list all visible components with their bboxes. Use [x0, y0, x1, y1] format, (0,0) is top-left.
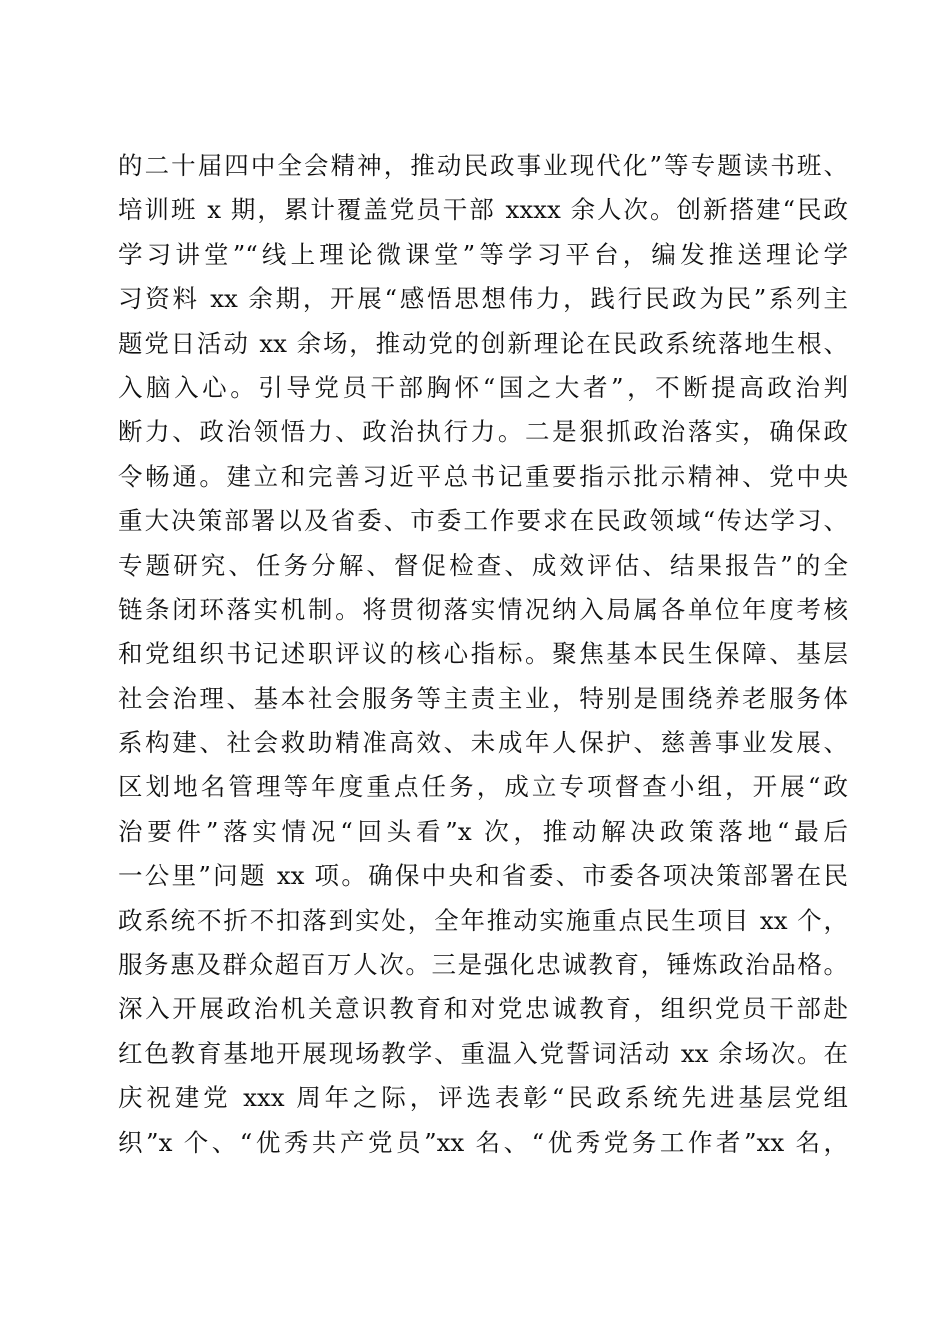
text-line: 培训班 x 期，累计覆盖党员干部 xxxx 余人次。创新搭建“民政 — [118, 195, 848, 225]
text-line: 断力、政治领悟力、政治执行力。二是狠抓政治落实，确保政 — [118, 417, 848, 447]
text-line: 红色教育基地开展现场教学、重温入党誓词活动 xx 余场次。在 — [118, 1038, 848, 1068]
text-line: 一公里”问题 xx 项。确保中央和省委、市委各项决策部署在民 — [118, 861, 848, 891]
text-line: 区划地名管理等年度重点任务，成立专项督查小组，开展“政 — [118, 772, 848, 802]
text-line: 链条闭环落实机制。将贯彻落实情况纳入局属各单位年度考核 — [118, 594, 848, 624]
text-line: 社会治理、基本社会服务等主责主业，特别是围绕养老服务体 — [118, 683, 848, 713]
text-line: 织”x 个、“优秀共产党员”xx 名、“优秀党务工作者”xx 名， — [118, 1127, 848, 1157]
text-line: 令畅通。建立和完善习近平总书记重要指示批示精神、党中央 — [118, 461, 848, 491]
text-line: 的二十届四中全会精神，推动民政事业现代化”等专题读书班、 — [118, 151, 848, 180]
text-line: 和党组织书记述职评议的核心指标。聚焦基本民生保障、基层 — [118, 639, 848, 669]
text-line: 习资料 xx 余期，开展“感悟思想伟力，践行民政为民”系列主 — [118, 284, 848, 314]
text-line: 学习讲堂”“线上理论微课堂”等学习平台，编发推送理论学 — [118, 239, 848, 269]
text-line: 服务惠及群众超百万人次。三是强化忠诚教育，锤炼政治品格。 — [118, 950, 848, 980]
text-line: 治要件”落实情况“回头看”x 次，推动解决政策落地“最后 — [118, 816, 848, 846]
text-line: 深入开展政治机关意识教育和对党忠诚教育，组织党员干部赴 — [118, 994, 848, 1024]
body-paragraph — [118, 144, 848, 1165]
text-line: 庆祝建党 xxx 周年之际，评选表彰“民政系统先进基层党组 — [118, 1083, 848, 1113]
text-line: 重大决策部署以及省委、市委工作要求在民政领域“传达学习、 — [118, 506, 848, 536]
text-line: 系构建、社会救助精准高效、未成年人保护、慈善事业发展、 — [118, 728, 848, 758]
text-line: 题党日活动 xx 余场，推动党的创新理论在民政系统落地生根、 — [118, 328, 848, 358]
text-line: 政系统不折不扣落到实处，全年推动实施重点民生项目 xx 个， — [118, 905, 848, 935]
text-line: 专题研究、任务分解、督促检查、成效评估、结果报告”的全 — [118, 550, 848, 580]
text-line: 入脑入心。引导党员干部胸怀“国之大者”，不断提高政治判 — [118, 372, 848, 402]
